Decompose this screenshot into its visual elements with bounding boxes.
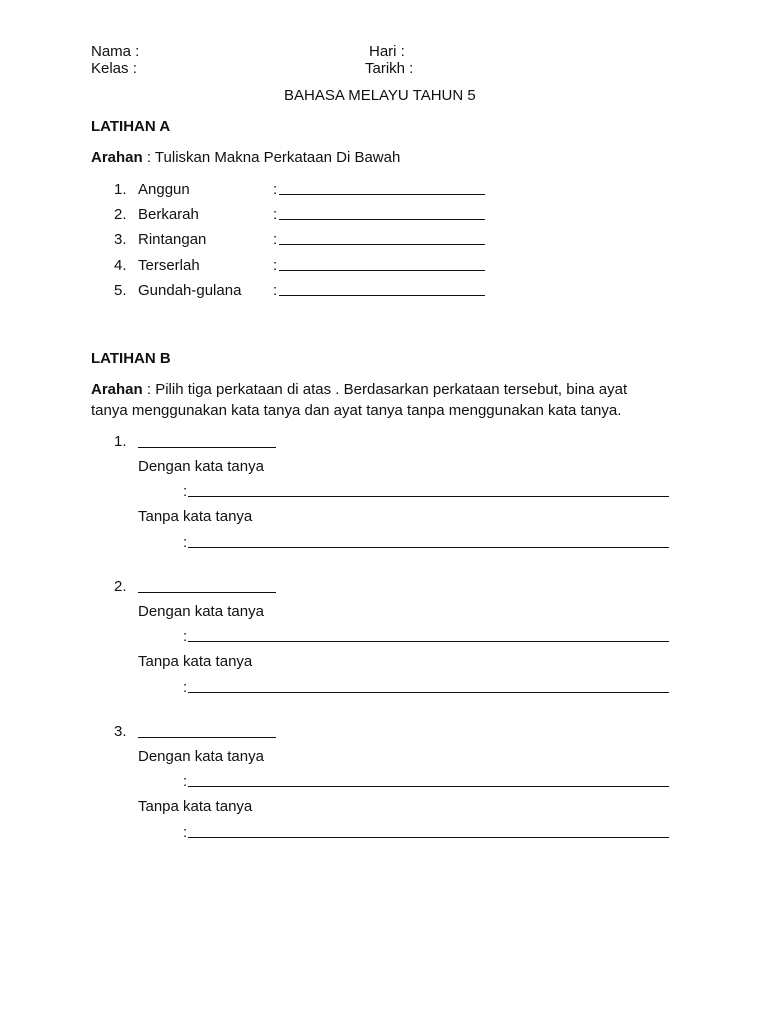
latihan-b-instruction-line2: tanya menggunakan kata tanya dan ayat tanya tanpa menggunakan kata tanya. [91, 402, 622, 419]
answer-blank[interactable] [279, 270, 485, 271]
answer-blank[interactable] [279, 219, 485, 220]
page-title: BAHASA MELAYU TAHUN 5 [284, 87, 476, 104]
answer-blank[interactable] [188, 547, 669, 548]
item-colon: : [273, 181, 278, 198]
question-number: 3. [114, 723, 127, 740]
item-word: Terserlah [138, 257, 200, 274]
arahan-text: : Pilih tiga perkataan di atas . Berdasarkan perkataan tersebut, bina ayat [142, 381, 628, 398]
answer-colon: : [183, 773, 188, 790]
item-colon: : [273, 257, 278, 274]
item-number: 2. [114, 206, 127, 223]
item-number: 4. [114, 257, 127, 274]
answer-blank[interactable] [188, 496, 669, 497]
item-number: 1. [114, 181, 127, 198]
question-number: 1. [114, 433, 127, 450]
answer-blank[interactable] [188, 692, 669, 693]
item-colon: : [273, 282, 278, 299]
arahan-label: Arahan [91, 381, 143, 398]
answer-blank[interactable] [279, 244, 485, 245]
answer-blank[interactable] [279, 295, 485, 296]
dengan-label: Dengan kata tanya [138, 748, 264, 765]
arahan-label: Arahan [91, 149, 143, 166]
item-word: Anggun [138, 181, 190, 198]
answer-blank[interactable] [188, 837, 669, 838]
kelas-label: Kelas : [91, 60, 137, 77]
word-blank[interactable] [138, 592, 276, 593]
item-word: Berkarah [138, 206, 199, 223]
latihan-b-heading: LATIHAN B [91, 350, 171, 367]
answer-blank[interactable] [188, 641, 669, 642]
word-blank[interactable] [138, 737, 276, 738]
hari-label: Hari : [369, 43, 405, 60]
tanpa-label: Tanpa kata tanya [138, 798, 253, 815]
item-word: Gundah-gulana [138, 282, 242, 299]
latihan-a-instruction [91, 149, 400, 166]
tanpa-label: Tanpa kata tanya [138, 653, 253, 670]
answer-blank[interactable] [279, 194, 485, 195]
latihan-a-heading: LATIHAN A [91, 118, 171, 135]
dengan-label: Dengan kata tanya [138, 603, 264, 620]
answer-colon: : [183, 679, 188, 696]
item-number: 3. [114, 231, 127, 248]
tanpa-label: Tanpa kata tanya [138, 508, 253, 525]
tarikh-label: Tarikh : [365, 60, 414, 77]
item-word: Rintangan [138, 231, 207, 248]
answer-colon: : [183, 628, 188, 645]
arahan-text: : Tuliskan Makna Perkataan Di Bawah [142, 149, 401, 166]
answer-colon: : [183, 824, 188, 841]
item-colon: : [273, 231, 278, 248]
question-number: 2. [114, 578, 127, 595]
item-colon: : [273, 206, 278, 223]
answer-blank[interactable] [188, 786, 669, 787]
nama-label: Nama : [91, 43, 140, 60]
latihan-b-instruction-line1 [91, 381, 627, 398]
item-number: 5. [114, 282, 127, 299]
answer-colon: : [183, 483, 188, 500]
answer-colon: : [183, 534, 188, 551]
word-blank[interactable] [138, 447, 276, 448]
dengan-label: Dengan kata tanya [138, 458, 264, 475]
